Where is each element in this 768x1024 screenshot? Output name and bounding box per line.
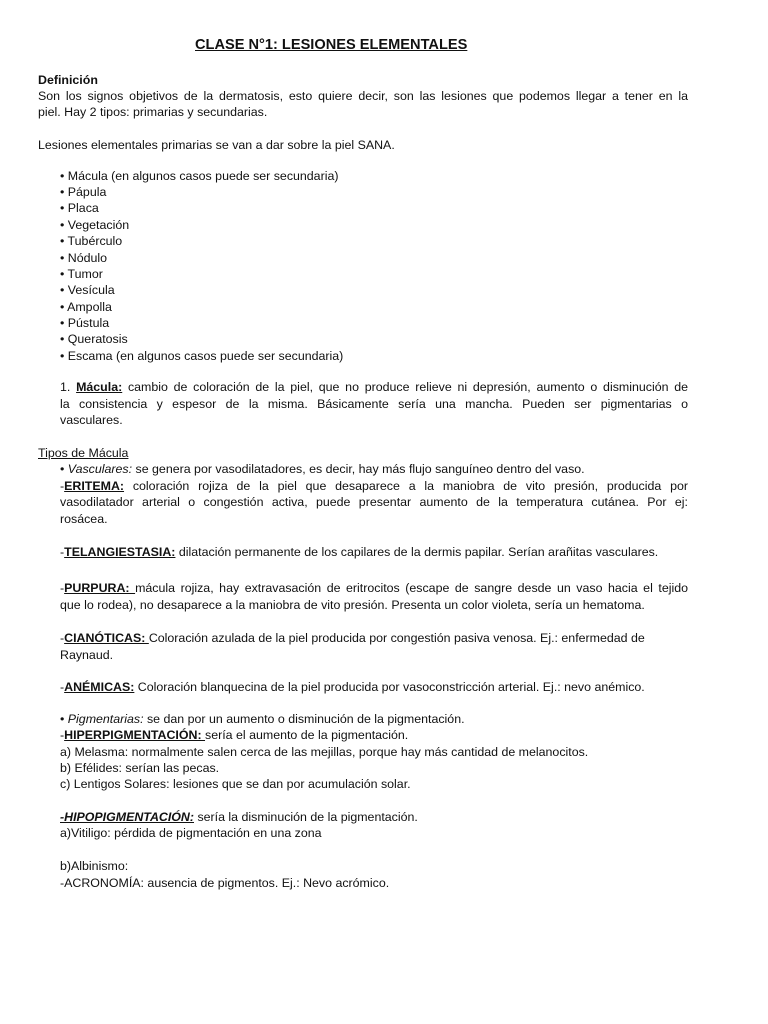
eritema-line-2: vasodilatador arterial o congestión activa, puede presentar aumento de la temperatura cutánea. Por ej: [60, 495, 688, 509]
list-item: • Escama (en algunos casos puede ser secundaria) [60, 349, 344, 363]
eritema-line-3: rosácea. [60, 512, 108, 526]
eritema-line-1-text: coloración rojiza de la piel que desaparece a la maniobra de vito presión, producida por [124, 479, 688, 493]
dash: - [60, 728, 65, 742]
dash: - [60, 545, 65, 559]
primarias-intro: Lesiones elementales primarias se van a dar sobre la piel SANA. [38, 138, 395, 152]
definicion-text-line-1: Son los signos objetivos de la dermatosis, esto quiere decir, son las lesiones que podemos llegar a tener en la [38, 89, 688, 103]
tipos-heading: Tipos de Mácula [38, 446, 129, 460]
definicion-heading: Definición [38, 73, 98, 87]
hipopigmentacion-term: -HIPOPIGMENTACIÓN: [60, 810, 194, 824]
macula-line-1-text: cambio de coloración de la piel, que no produce relieve ni depresión, aumento o disminución de [122, 380, 688, 394]
pigmentarias-text: se dan por un aumento o disminución de la pigmentación. [143, 712, 465, 726]
document-title: CLASE N°1: LESIONES ELEMENTALES [195, 37, 468, 53]
hiper-item-b: b) Efélides: serían las pecas. [60, 761, 220, 775]
list-item: • Vegetación [60, 218, 130, 232]
list-item: • Nódulo [60, 251, 108, 265]
cianoticas-line-1 [60, 630, 645, 646]
hipopigmentacion-text: sería la disminución de la pigmentación. [194, 810, 418, 824]
anemicas-line [60, 679, 645, 695]
dash: - [60, 680, 65, 694]
eritema-term: ERITEMA: [64, 479, 125, 493]
list-item: • Ampolla [60, 300, 112, 314]
hipopigmentacion-line [60, 809, 418, 825]
list-item: • Queratosis [60, 332, 128, 346]
macula-number: 1. [60, 380, 77, 394]
cianoticas-term: CIANÓTICAS: [64, 631, 149, 645]
list-item: • Placa [60, 201, 99, 215]
telangiestasia-text: dilatación permanente de los capilares de la dermis papilar. Serían arañitas vasculares. [175, 545, 659, 559]
dash: - [60, 581, 65, 595]
cianoticas-line-1-text: Coloración azulada de la piel producida por congestión pasiva venosa. Ej.: enfermedad de [148, 631, 645, 645]
hipo-item-a: a)Vitiligo: pérdida de pigmentación en una zona [60, 826, 322, 840]
bullet: • [60, 712, 68, 726]
list-item: • Pápula [60, 185, 107, 199]
pigmentarias-line [60, 711, 465, 727]
definicion-text-line-2: piel. Hay 2 tipos: primarias y secundarias. [38, 105, 268, 119]
dash: - [60, 479, 65, 493]
anemicas-term: ANÉMICAS: [64, 680, 135, 694]
list-item: • Tumor [60, 267, 103, 281]
list-item: • Mácula (en algunos casos puede ser secundaria) [60, 169, 339, 183]
anemicas-text: Coloración blanquecina de la piel producida por vasoconstricción arterial. Ej.: nevo anémico. [134, 680, 645, 694]
hiper-item-a: a) Melasma: normalmente salen cerca de las mejillas, porque hay más cantidad de melanocitos. [60, 745, 589, 759]
hipo-item-b: b)Albinismo: [60, 859, 129, 873]
acronomia-line: -ACRONOMÍA: ausencia de pigmentos. Ej.: Nevo acrómico. [60, 876, 390, 890]
list-item: • Tubérculo [60, 234, 123, 248]
list-item: • Pústula [60, 316, 110, 330]
macula-line-1 [60, 379, 688, 395]
vasculares-text: se genera por vasodilatadores, es decir, hay más flujo sanguíneo dentro del vaso. [132, 462, 585, 476]
purpura-line-2: que lo rodea), no desaparece a la maniobra de vito presión. Presenta un color violeta, sería un hematoma. [60, 598, 645, 612]
hiperpigmentacion-term: HIPERPIGMENTACIÓN: [64, 728, 206, 742]
eritema-line-1 [60, 478, 688, 494]
bullet: • [60, 462, 68, 476]
pigmentarias-term: Pigmentarias: [67, 712, 144, 726]
macula-term: Mácula: [76, 380, 123, 394]
purpura-term: PURPURA: [64, 581, 136, 595]
hiperpigmentacion-line [60, 727, 408, 743]
macula-line-3: vasculares. [60, 413, 123, 427]
cianoticas-line-2: Raynaud. [60, 648, 114, 662]
dash: - [60, 631, 65, 645]
purpura-line-1-text: mácula rojiza, hay extravasación de eritrocitos (escape de sangre desde un vaso hacia el tejido [135, 581, 688, 595]
list-item: • Vesícula [60, 283, 115, 297]
macula-line-2: la consistencia y espesor de la misma. Básicamente sería una mancha. Pueden ser pigmentarias o [60, 397, 688, 411]
vasculares-term: Vasculares: [67, 462, 133, 476]
telangiestasia-term: TELANGIESTASIA: [64, 545, 176, 559]
hiperpigmentacion-text: sería el aumento de la pigmentación. [205, 728, 409, 742]
telangiestasia-line [60, 544, 658, 560]
purpura-line-1 [60, 580, 688, 596]
vasculares-line [60, 461, 585, 477]
hiper-item-c: c) Lentigos Solares: lesiones que se dan por acumulación solar. [60, 777, 411, 791]
